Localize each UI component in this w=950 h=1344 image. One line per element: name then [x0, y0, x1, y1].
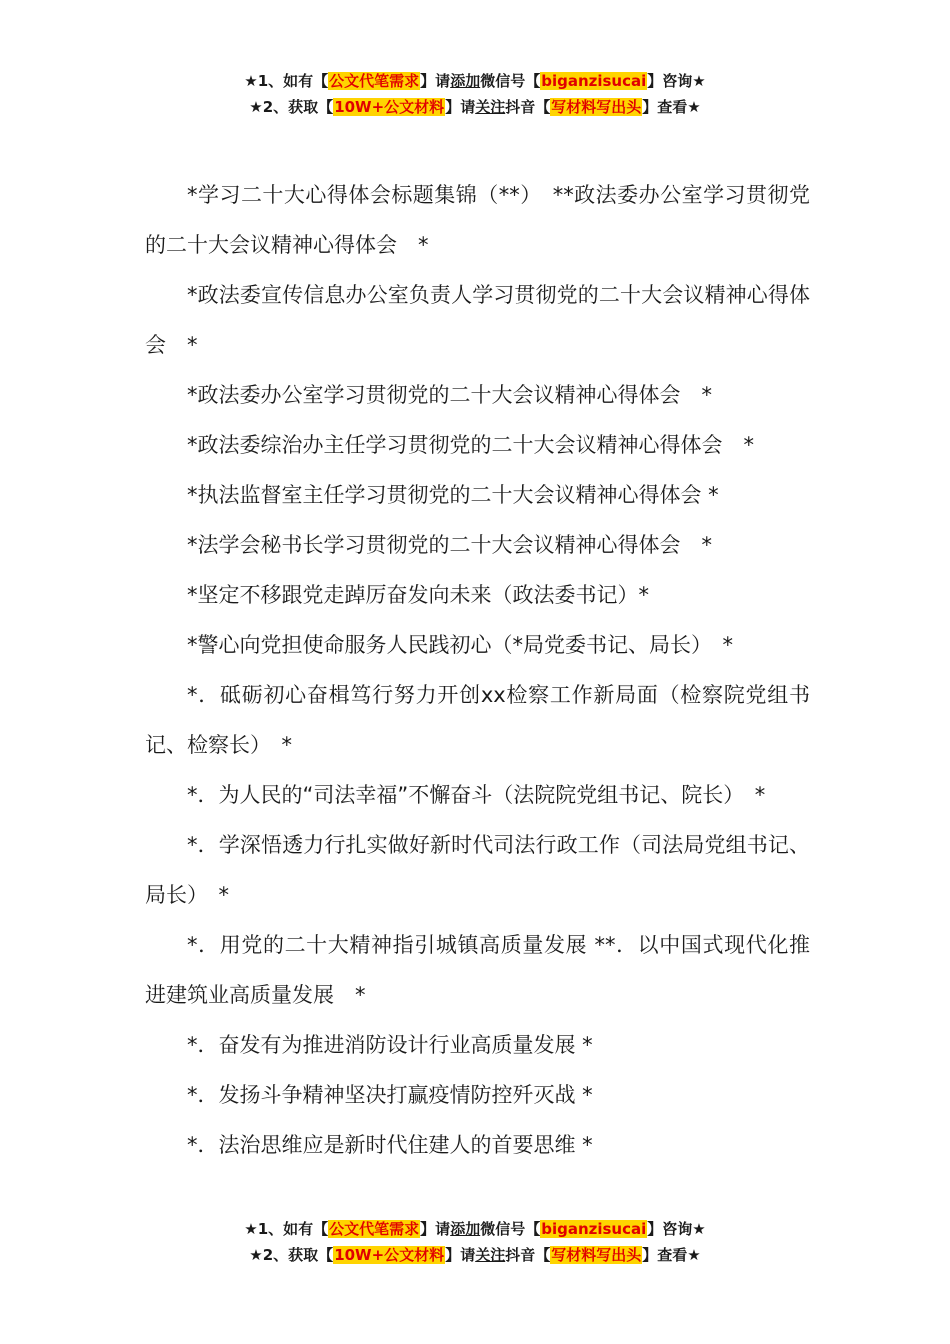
banner-text: 】咨询★ [647, 1220, 706, 1238]
banner-wechat-id: biganzisucai [541, 72, 647, 90]
paragraph: *．为人民的“司法幸福”不懈奋斗（法院院党组书记、院长） * [187, 783, 766, 807]
banner-text: 抖音【 [505, 1246, 551, 1264]
paragraph: *．法治思维应是新时代住建人的首要思维 * [187, 1133, 593, 1157]
banner-text: 】请 [445, 1246, 476, 1264]
footer-banner [0, 1216, 950, 1268]
paragraph: *．用党的二十大精神指引城镇高质量发展 **．以中国式现代化推进建筑业高质量发展 * [145, 933, 810, 1007]
banner-text: 抖音【 [505, 98, 551, 116]
paragraph: *．学深悟透力行扎实做好新时代司法行政工作（司法局党组书记、局长） * [145, 833, 810, 907]
banner-wechat-id: biganzisucai [541, 1220, 647, 1238]
paragraph: *．砥砺初心奋楫笃行努力开创xx检察工作新局面（检察院党组书记、检察长） * [145, 683, 810, 757]
paragraph: *．奋发有为推进消防设计行业高质量发展 * [187, 1033, 593, 1057]
paragraph: *政法委办公室学习贯彻党的二十大会议精神心得体会 * [187, 383, 712, 407]
paragraph: *警心向党担使命服务人民践初心（*局党委书记、局长） * [187, 633, 733, 657]
paragraph: *法学会秘书长学习贯彻党的二十大会议精神心得体会 * [187, 533, 712, 557]
banner-underlined: 添加 [450, 1220, 481, 1238]
paragraph: *政法委宣传信息办公室负责人学习贯彻党的二十大会议精神心得体会 * [145, 283, 810, 357]
header-banner-line-2 [0, 94, 950, 120]
banner-highlight: 公文代笔需求 [329, 72, 420, 90]
document-body [145, 170, 810, 1170]
header-banner [0, 68, 950, 120]
banner-text: 】请 [445, 98, 476, 116]
banner-highlight: 10W+公文材料 [334, 98, 445, 116]
paragraph: *政法委综治办主任学习贯彻党的二十大会议精神心得体会 * [187, 433, 754, 457]
paragraph: *．发扬斗争精神坚决打赢疫情防控歼灭战 * [187, 1083, 593, 1107]
banner-text: ★1、如有【 [244, 72, 329, 90]
header-banner-line-1 [0, 68, 950, 94]
footer-banner-line-1 [0, 1216, 950, 1242]
banner-highlight: 10W+公文材料 [334, 1246, 445, 1264]
banner-underlined: 关注 [475, 1246, 506, 1264]
paragraph: *坚定不移跟党走踔厉奋发向未来（政法委书记）* [187, 583, 649, 607]
banner-text: 微信号【 [480, 1220, 541, 1238]
paragraph: *学习二十大心得体会标题集锦（**） **政法委办公室学习贯彻党的二十大会议精神心得体会 * [145, 183, 810, 257]
banner-text: 】查看★ [642, 1246, 701, 1264]
footer-banner-line-2 [0, 1242, 950, 1268]
banner-text: 】查看★ [642, 98, 701, 116]
banner-douyin-account: 写材料写出头 [551, 1246, 642, 1264]
banner-text: 】请 [420, 72, 451, 90]
banner-underlined: 关注 [475, 98, 506, 116]
banner-text: 微信号【 [480, 72, 541, 90]
banner-underlined: 添加 [450, 72, 481, 90]
banner-highlight: 公文代笔需求 [329, 1220, 420, 1238]
banner-text: ★2、获取【 [249, 98, 334, 116]
paragraph: *执法监督室主任学习贯彻党的二十大会议精神心得体会 * [187, 483, 719, 507]
banner-douyin-account: 写材料写出头 [551, 98, 642, 116]
banner-text: 】请 [420, 1220, 451, 1238]
banner-text: 】咨询★ [647, 72, 706, 90]
banner-text: ★2、获取【 [249, 1246, 334, 1264]
banner-text: ★1、如有【 [244, 1220, 329, 1238]
